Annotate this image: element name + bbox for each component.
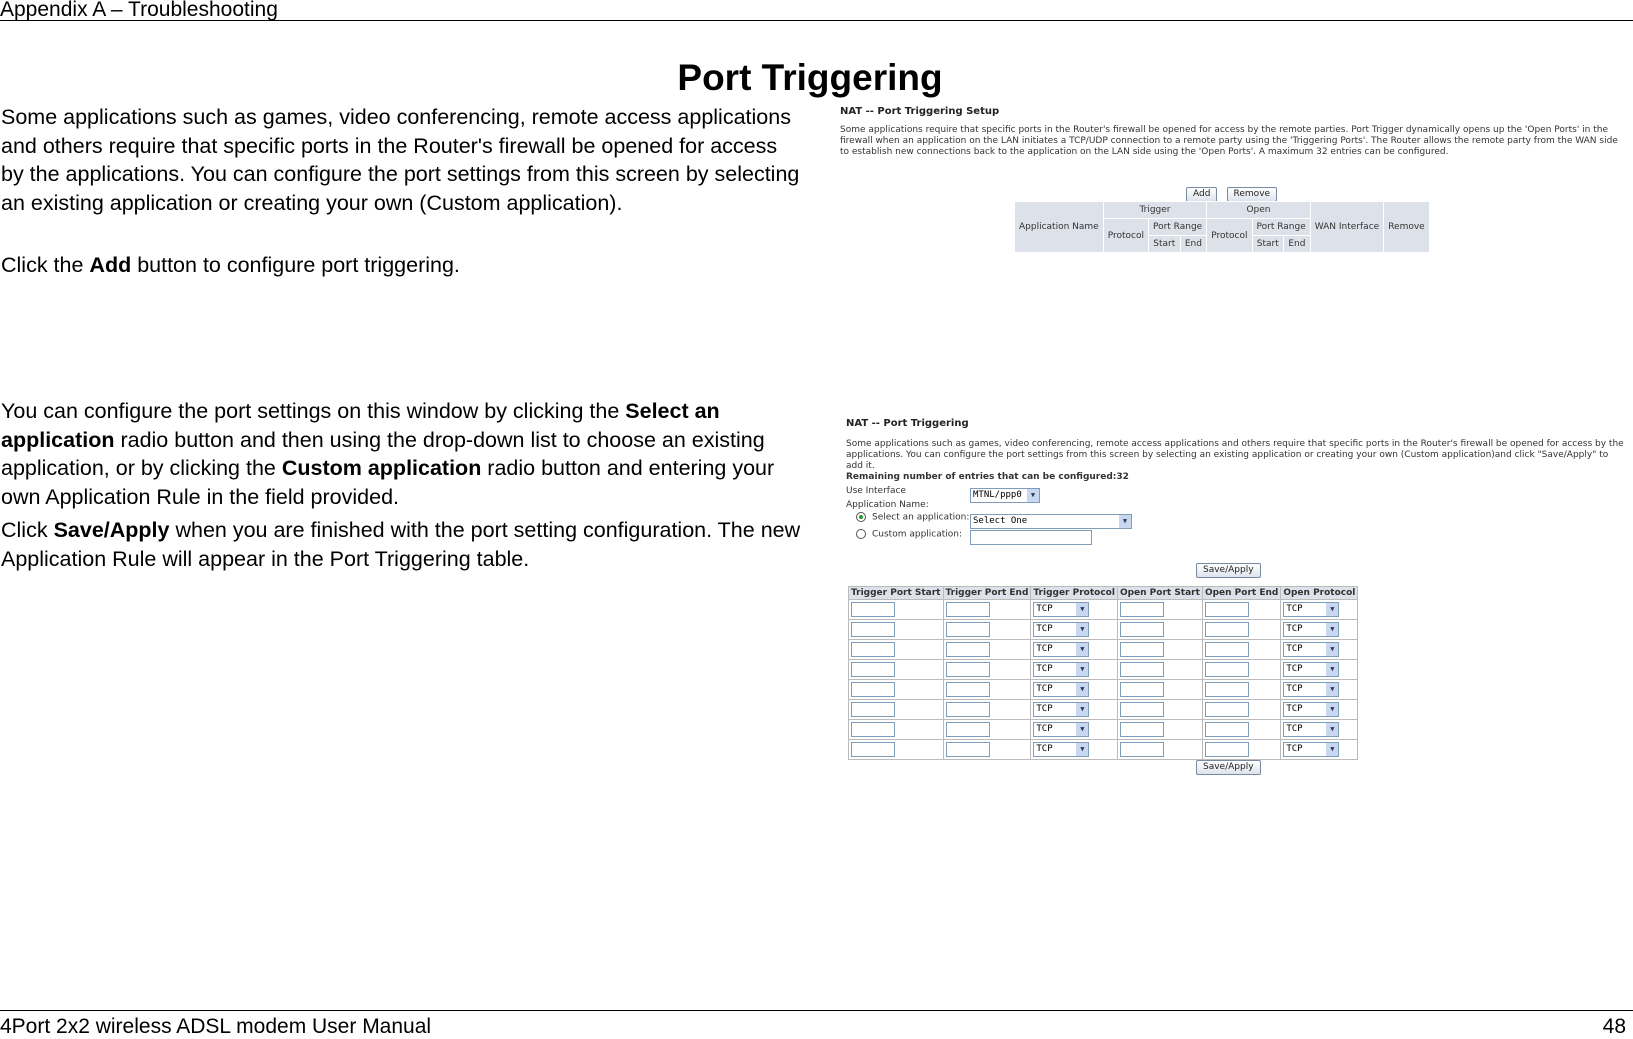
table-row <box>849 660 1358 680</box>
table-cell <box>1281 700 1358 720</box>
chevron-down-icon: ▼ <box>1326 723 1338 736</box>
trigger-port-end-input[interactable] <box>946 742 990 757</box>
custom-application-label: Custom application: <box>872 529 963 540</box>
table-cell <box>1281 740 1358 760</box>
trigger-port-start-input[interactable] <box>851 622 895 637</box>
table-row <box>849 680 1358 700</box>
table-cell <box>943 620 1031 640</box>
open-port-end-input[interactable] <box>1205 702 1249 717</box>
table-cell <box>943 600 1031 620</box>
chevron-down-icon: ▼ <box>1326 603 1338 616</box>
table-cell <box>1031 720 1118 740</box>
table-cell <box>1117 740 1202 760</box>
open-port-start-input[interactable] <box>1120 682 1164 697</box>
trigger-port-end-input[interactable] <box>946 602 990 617</box>
chevron-down-icon: ▼ <box>1027 489 1039 502</box>
table-cell <box>1202 680 1280 700</box>
table-cell <box>943 680 1031 700</box>
table-row <box>849 700 1358 720</box>
table-cell <box>1031 740 1118 760</box>
save-instruction: Click Save/Apply when you are finished with the port setting configuration. The new Application Rule will appear in the Port Triggering table. <box>1 518 801 571</box>
chevron-down-icon: ▼ <box>1076 643 1088 656</box>
trigger-protocol-select[interactable]: TCP ▼ <box>1033 722 1089 737</box>
col-open-port-end: Open Port End <box>1202 587 1280 600</box>
open-port-end-input[interactable] <box>1205 722 1249 737</box>
chevron-down-icon: ▼ <box>1326 623 1338 636</box>
trigger-port-start-input[interactable] <box>851 682 895 697</box>
footer-rule <box>0 1010 1633 1011</box>
chevron-down-icon: ▼ <box>1326 743 1338 756</box>
add-description: Some applications such as games, video conferencing, remote access applications and others require that specific ports in the Router's firewall be opened for access by the applications. You can configure the port settings from this screen by selecting an existing application or creating your own (Custom application)and click "Save/Apply" to add it. <box>846 439 1624 471</box>
trigger-protocol-select[interactable]: TCP ▼ <box>1033 642 1089 657</box>
open-port-start-input[interactable] <box>1120 742 1164 757</box>
table-cell <box>1202 600 1280 620</box>
open-port-start-input[interactable] <box>1120 622 1164 637</box>
port-triggering-table <box>1014 201 1430 253</box>
table-cell <box>1031 680 1118 700</box>
table-cell <box>1281 600 1358 620</box>
application-select[interactable]: Select One ▼ <box>970 514 1132 529</box>
table-cell <box>943 640 1031 660</box>
open-protocol-select[interactable]: TCP ▼ <box>1283 622 1339 637</box>
table-row <box>849 600 1358 620</box>
open-port-end-input[interactable] <box>1205 622 1249 637</box>
chevron-down-icon: ▼ <box>1076 743 1088 756</box>
trigger-port-start-input[interactable] <box>851 602 895 617</box>
remove-button[interactable]: Remove <box>1227 187 1278 202</box>
table-row <box>849 740 1358 760</box>
open-port-start-input[interactable] <box>1120 722 1164 737</box>
chevron-down-icon: ▼ <box>1326 663 1338 676</box>
table-cell <box>1031 600 1118 620</box>
table-cell <box>1117 720 1202 740</box>
table-cell <box>849 680 944 700</box>
open-port-start-input[interactable] <box>1120 702 1164 717</box>
open-port-end-input[interactable] <box>1205 682 1249 697</box>
trigger-port-end-input[interactable] <box>946 662 990 677</box>
table-cell <box>1117 620 1202 640</box>
col-trigger: Trigger <box>1103 202 1207 219</box>
trigger-rules-table <box>848 586 1358 760</box>
chevron-down-icon: ▼ <box>1076 703 1088 716</box>
col-open: Open <box>1207 202 1311 219</box>
chevron-down-icon: ▼ <box>1326 643 1338 656</box>
col-trigger-port-range: Port Range <box>1148 219 1206 236</box>
table-cell <box>849 660 944 680</box>
table-cell <box>1117 600 1202 620</box>
select-application-radio[interactable] <box>856 512 866 522</box>
col-trigger-end: End <box>1180 236 1207 253</box>
custom-application-radio[interactable] <box>856 529 866 539</box>
add-instruction: Click the Add button to configure port triggering. <box>1 253 460 277</box>
open-protocol-select[interactable]: TCP ▼ <box>1283 682 1339 697</box>
table-cell <box>1202 720 1280 740</box>
col-open-end: End <box>1284 236 1311 253</box>
open-protocol-select[interactable]: TCP ▼ <box>1283 742 1339 757</box>
open-protocol-select[interactable]: TCP ▼ <box>1283 602 1339 617</box>
trigger-port-end-input[interactable] <box>946 642 990 657</box>
save-apply-button-bottom[interactable]: Save/Apply <box>1196 760 1261 775</box>
chevron-down-icon: ▼ <box>1076 683 1088 696</box>
open-port-end-input[interactable] <box>1205 642 1249 657</box>
table-cell <box>849 620 944 640</box>
remaining-entries: Remaining number of entries that can be configured:32 <box>846 472 1129 482</box>
open-port-start-input[interactable] <box>1120 602 1164 617</box>
table-cell <box>1117 700 1202 720</box>
trigger-port-start-input[interactable] <box>851 662 895 677</box>
table-cell <box>1031 620 1118 640</box>
table-cell <box>849 640 944 660</box>
table-cell <box>1031 700 1118 720</box>
use-interface-select[interactable]: MTNL/ppp0 ▼ <box>970 488 1040 503</box>
trigger-port-end-input[interactable] <box>946 702 990 717</box>
page-number: 48 <box>1602 1015 1626 1038</box>
table-cell <box>1281 720 1358 740</box>
col-open-protocol: Protocol <box>1207 219 1252 253</box>
table-cell <box>1031 660 1118 680</box>
table-row <box>849 640 1358 660</box>
table-cell <box>943 720 1031 740</box>
trigger-port-start-input[interactable] <box>851 722 895 737</box>
trigger-port-start-input[interactable] <box>851 702 895 717</box>
save-apply-button-top[interactable]: Save/Apply <box>1196 563 1261 578</box>
col-open-protocol: Open Protocol <box>1281 587 1358 600</box>
trigger-port-start-input[interactable] <box>851 742 895 757</box>
col-open-port-start: Open Port Start <box>1117 587 1202 600</box>
col-trigger-port-end: Trigger Port End <box>943 587 1031 600</box>
custom-application-input[interactable] <box>970 530 1092 545</box>
trigger-protocol-select[interactable]: TCP ▼ <box>1033 742 1089 757</box>
port-triggering-add-screenshot <box>846 418 1626 778</box>
table-cell <box>1117 640 1202 660</box>
trigger-protocol-select[interactable]: TCP ▼ <box>1033 662 1089 677</box>
col-application-name: Application Name <box>1015 202 1104 253</box>
table-cell <box>849 700 944 720</box>
select-instruction: You can configure the port settings on this window by clicking the Select an application radio button and then using the drop-down list to choose an existing application, or by clicking the Custom application radio button and entering your own Application Rule in the field provided. <box>1 399 775 509</box>
table-cell <box>1202 700 1280 720</box>
table-cell <box>1281 620 1358 640</box>
table-cell <box>943 740 1031 760</box>
table-cell <box>1117 680 1202 700</box>
table-cell <box>849 740 944 760</box>
page-title: Port Triggering <box>677 57 943 98</box>
open-port-start-input[interactable] <box>1120 642 1164 657</box>
col-trigger-port-start: Trigger Port Start <box>849 587 944 600</box>
table-cell <box>1202 660 1280 680</box>
col-open-start: Start <box>1252 236 1284 253</box>
trigger-port-end-input[interactable] <box>946 682 990 697</box>
port-triggering-setup-screenshot <box>840 106 1620 276</box>
header-rule <box>0 20 1633 21</box>
table-cell <box>1281 680 1358 700</box>
table-cell <box>849 600 944 620</box>
table-cell <box>1281 640 1358 660</box>
chevron-down-icon: ▼ <box>1076 603 1088 616</box>
chevron-down-icon: ▼ <box>1076 623 1088 636</box>
chevron-down-icon: ▼ <box>1326 683 1338 696</box>
trigger-protocol-select[interactable]: TCP ▼ <box>1033 622 1089 637</box>
trigger-protocol-select[interactable]: TCP ▼ <box>1033 702 1089 717</box>
footer-title: 4Port 2x2 wireless ADSL modem User Manual <box>0 1015 432 1038</box>
col-open-port-range: Port Range <box>1252 219 1310 236</box>
setup-description: Some applications require that specific ports in the Router's firewall be opened for access by the remote parties. Port Trigger dynamically opens up the 'Open Ports' in the firewall when an application on the LAN initiates a TCP/UDP connection to a remote party using the 'Triggering Ports'. The Router allows the remote party from the WAN side to establish new connections back to the application on the LAN side using the 'Open Ports'. A maximum 32 entries can be configured. <box>840 125 1618 157</box>
table-cell <box>1281 660 1358 680</box>
trigger-port-start-input[interactable] <box>851 642 895 657</box>
chevron-down-icon: ▼ <box>1119 515 1131 528</box>
table-cell <box>849 720 944 740</box>
trigger-protocol-select[interactable]: TCP ▼ <box>1033 682 1089 697</box>
chevron-down-icon: ▼ <box>1076 723 1088 736</box>
trigger-protocol-select[interactable]: TCP ▼ <box>1033 602 1089 617</box>
open-port-end-input[interactable] <box>1205 602 1249 617</box>
col-trigger-protocol: Protocol <box>1103 219 1148 253</box>
trigger-port-end-input[interactable] <box>946 622 990 637</box>
open-protocol-select[interactable]: TCP ▼ <box>1283 662 1339 677</box>
intro-paragraph: Some applications such as games, video conferencing, remote access applications and others require that specific ports in the Router's firewall be opened for access by the applications. You can configure the port settings from this screen by selecting an existing application or creating your own (Custom application). <box>1 105 800 215</box>
add-button[interactable]: Add <box>1186 187 1217 202</box>
table-cell <box>1031 640 1118 660</box>
table-cell <box>943 660 1031 680</box>
open-protocol-select[interactable]: TCP ▼ <box>1283 702 1339 717</box>
table-cell <box>1202 620 1280 640</box>
chevron-down-icon: ▼ <box>1326 703 1338 716</box>
use-interface-label: Use Interface <box>846 486 906 496</box>
open-protocol-select[interactable]: TCP ▼ <box>1283 722 1339 737</box>
select-application-label: Select an application: <box>872 512 970 523</box>
setup-title: NAT -- Port Triggering Setup <box>840 106 1000 117</box>
open-port-start-input[interactable] <box>1120 662 1164 677</box>
add-title: NAT -- Port Triggering <box>846 418 969 429</box>
table-row <box>849 720 1358 740</box>
table-cell <box>1117 660 1202 680</box>
col-trigger-start: Start <box>1148 236 1180 253</box>
col-wan-interface: WAN Interface <box>1310 202 1383 253</box>
application-name-label: Application Name: <box>846 500 929 510</box>
table-row <box>849 620 1358 640</box>
table-cell <box>943 700 1031 720</box>
running-header: Appendix A – Troubleshooting <box>0 0 278 21</box>
col-trigger-protocol: Trigger Protocol <box>1031 587 1118 600</box>
chevron-down-icon: ▼ <box>1076 663 1088 676</box>
col-remove: Remove <box>1384 202 1430 253</box>
table-cell <box>1202 640 1280 660</box>
open-port-end-input[interactable] <box>1205 662 1249 677</box>
open-protocol-select[interactable]: TCP ▼ <box>1283 642 1339 657</box>
trigger-port-end-input[interactable] <box>946 722 990 737</box>
